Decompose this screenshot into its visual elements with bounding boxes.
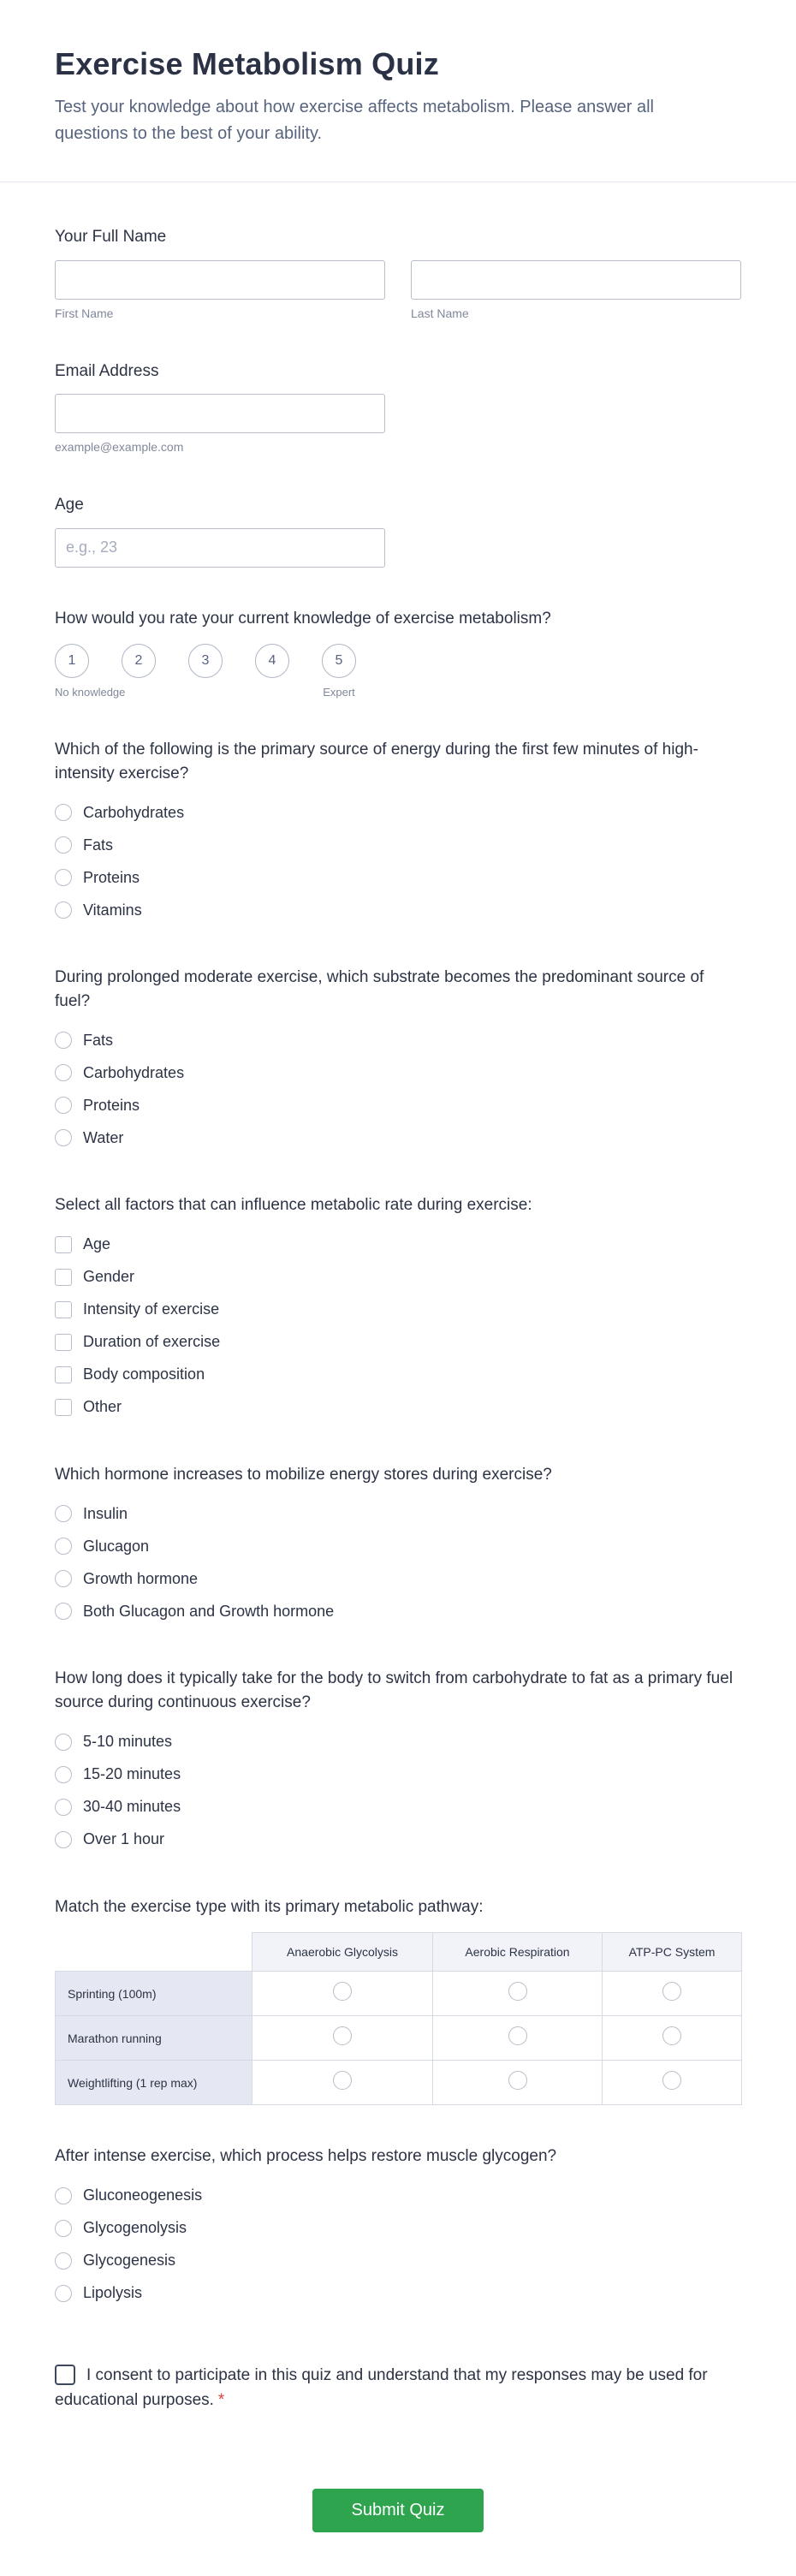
radio-button[interactable] (55, 2252, 72, 2270)
scale-question-label: How would you rate your current knowledge of exercise metabolism? (55, 609, 551, 628)
matrix-radio[interactable] (662, 2026, 681, 2045)
email-sublabel: example@example.com (55, 440, 184, 455)
radio-option[interactable] (55, 2212, 741, 2245)
option-label[interactable]: Water (83, 1128, 124, 1146)
matrix-radio[interactable] (662, 2071, 681, 2090)
option-label[interactable]: Glycogenesis (83, 2252, 176, 2270)
scale-min-label: No knowledge (55, 686, 126, 699)
question-metabolic-factors (55, 1193, 741, 1424)
option-label[interactable]: Gluconeogenesis (83, 2186, 203, 2204)
matrix-table (55, 1932, 742, 2105)
radio-option[interactable] (55, 1595, 741, 1627)
radio-button[interactable] (55, 1734, 72, 1751)
question-label: Which hormone increases to mobilize energy stores during exercise? (55, 1465, 552, 1484)
radio-option[interactable] (55, 1791, 741, 1823)
scale-circle-3[interactable]: 3 (188, 644, 223, 678)
radio-button[interactable] (55, 1831, 72, 1848)
option-label[interactable]: Glucagon (83, 1537, 150, 1555)
radio-button[interactable] (55, 901, 72, 919)
matrix-row-header: Weightlifting (1 rep max) (56, 2061, 252, 2105)
matrix-radio[interactable] (508, 1982, 527, 2001)
option-label[interactable]: Growth hormone (83, 1569, 199, 1587)
option-label[interactable]: Glycogenolysis (83, 2219, 187, 2237)
radio-option[interactable] (55, 829, 741, 861)
radio-option[interactable] (55, 1024, 741, 1056)
page-title: Exercise Metabolism Quiz (55, 46, 439, 81)
matrix-col-header: ATP-PC System (603, 1933, 742, 1972)
radio-option[interactable] (55, 1562, 741, 1595)
scale-circle-2[interactable]: 2 (122, 644, 156, 678)
scale-option-4 (255, 644, 289, 699)
option-label[interactable]: 5-10 minutes (83, 1733, 173, 1751)
required-asterisk: * (217, 2391, 225, 2410)
submit-button[interactable]: Submit Quiz (312, 2489, 484, 2532)
scale-option-3 (188, 644, 223, 699)
scale-circle-5[interactable]: 5 (322, 644, 356, 678)
question-label: How long does it typically take for the body to switch from carbohydrate to fat as a primary fuel source during continuous exercise? (55, 1669, 734, 1712)
radio-option[interactable] (55, 2277, 741, 2310)
radio-option[interactable] (55, 894, 741, 926)
field-knowledge-scale (55, 607, 741, 699)
radio-option[interactable] (55, 1089, 741, 1121)
checkbox-option[interactable] (55, 1391, 741, 1424)
option-label[interactable]: Insulin (83, 1504, 128, 1522)
radio-option[interactable] (55, 861, 741, 894)
option-label[interactable]: Age (83, 1235, 111, 1253)
radio-button[interactable] (55, 2220, 72, 2237)
consent-text: I consent to participate in this quiz and understand that my responses may be used for educational purposes. (55, 2365, 708, 2410)
matrix-row-header: Marathon running (56, 2016, 252, 2061)
option-label[interactable]: Gender (83, 1268, 135, 1286)
matrix-radio[interactable] (662, 1982, 681, 2001)
field-age (55, 493, 741, 568)
question-predominant-fuel (55, 966, 741, 1154)
scale-circle-1[interactable]: 1 (55, 644, 89, 678)
option-label[interactable]: Proteins (83, 868, 140, 886)
matrix-radio[interactable] (508, 2026, 527, 2045)
option-label[interactable]: Body composition (83, 1365, 205, 1383)
option-label[interactable]: Fats (83, 836, 114, 854)
form-body (55, 182, 741, 2532)
radio-button[interactable] (55, 2285, 72, 2302)
checkbox[interactable] (55, 1399, 72, 1416)
scale-option-2 (122, 644, 156, 699)
scale-circle-4[interactable]: 4 (255, 644, 289, 678)
option-label[interactable]: Fats (83, 1031, 114, 1049)
radio-button[interactable] (55, 1129, 72, 1146)
checkbox-option[interactable] (55, 1294, 741, 1326)
radio-option[interactable] (55, 1497, 741, 1530)
page-subtitle: Test your knowledge about how exercise affects metabolism. Please answer all questions to the best of your ability. (55, 98, 654, 143)
full-name-label: Your Full Name (55, 228, 167, 246)
radio-option[interactable] (55, 1530, 741, 1562)
matrix-radio[interactable] (508, 2071, 527, 2090)
option-label[interactable]: 15-20 minutes (83, 1765, 181, 1783)
scale-option-1 (55, 644, 126, 699)
submit-row (55, 2489, 741, 2532)
checkbox-option[interactable] (55, 1229, 741, 1261)
form-header (0, 0, 796, 182)
radio-button[interactable] (55, 1603, 72, 1620)
matrix-corner-cell (56, 1933, 252, 1972)
scale-max-label: Expert (323, 686, 355, 699)
email-label: Email Address (55, 361, 159, 380)
email-input[interactable] (55, 394, 385, 433)
radio-option[interactable] (55, 2245, 741, 2277)
option-label[interactable]: Both Glucagon and Growth hormone (83, 1602, 335, 1620)
radio-button[interactable] (55, 1097, 72, 1114)
radio-option[interactable] (55, 1056, 741, 1089)
age-label: Age (55, 496, 84, 515)
option-label[interactable]: Carbohydrates (83, 803, 185, 821)
radio-option[interactable] (55, 1726, 741, 1758)
checkbox[interactable] (55, 1269, 72, 1286)
question-label: Which of the following is the primary source of energy during the first few minutes of high-intensity exercise? (55, 741, 698, 782)
radio-button[interactable] (55, 804, 72, 821)
question-energy-source (55, 738, 741, 926)
field-full-name (55, 225, 741, 320)
matrix-radio[interactable] (333, 2026, 352, 2045)
consent-checkbox[interactable] (55, 2365, 75, 2385)
radio-option[interactable] (55, 1758, 741, 1791)
matrix-col-header: Aerobic Respiration (433, 1933, 603, 1972)
radio-button[interactable] (55, 2187, 72, 2204)
first-name-sublabel: First Name (55, 306, 114, 320)
radio-option[interactable] (55, 796, 741, 829)
radio-button[interactable] (55, 869, 72, 886)
radio-option[interactable] (55, 1121, 741, 1154)
last-name-sublabel: Last Name (411, 306, 469, 320)
question-label: Select all factors that can influence metabolic rate during exercise: (55, 1196, 532, 1215)
checkbox[interactable] (55, 1236, 72, 1253)
option-label[interactable]: Lipolysis (83, 2284, 143, 2302)
last-name-input[interactable] (411, 260, 741, 300)
radio-button[interactable] (55, 1538, 72, 1555)
checkbox[interactable] (55, 1334, 72, 1351)
checkbox-option[interactable] (55, 1261, 741, 1294)
radio-button[interactable] (55, 1799, 72, 1816)
radio-button[interactable] (55, 1505, 72, 1522)
option-label[interactable]: Duration of exercise (83, 1333, 221, 1351)
option-label[interactable]: Proteins (83, 1096, 140, 1114)
matrix-radio[interactable] (333, 2071, 352, 2090)
option-label[interactable]: Over 1 hour (83, 1830, 165, 1848)
first-name-input[interactable] (55, 260, 385, 300)
matrix-question-label: Match the exercise type with its primary metabolic pathway: (55, 1897, 484, 1916)
matrix-row-header: Sprinting (100m) (56, 1972, 252, 2016)
consent-field (55, 2363, 740, 2413)
checkbox-option[interactable] (55, 1359, 741, 1391)
question-glycogen (55, 2145, 741, 2310)
radio-option[interactable] (55, 2180, 741, 2212)
age-input[interactable] (55, 528, 385, 568)
radio-button[interactable] (55, 836, 72, 854)
option-label[interactable]: Intensity of exercise (83, 1300, 220, 1318)
option-label[interactable]: Other (83, 1398, 122, 1416)
question-switch-time (55, 1667, 741, 1855)
matrix-radio[interactable] (333, 1982, 352, 2001)
radio-option[interactable] (55, 1823, 741, 1856)
scale-option-5 (322, 644, 356, 699)
radio-button[interactable] (55, 1064, 72, 1081)
question-label: After intense exercise, which process helps restore muscle glycogen? (55, 2147, 557, 2166)
radio-button[interactable] (55, 1032, 72, 1049)
option-label[interactable]: 30-40 minutes (83, 1798, 181, 1816)
option-label[interactable]: Carbohydrates (83, 1063, 185, 1081)
matrix-row (56, 2016, 742, 2061)
radio-button[interactable] (55, 1766, 72, 1783)
question-label: During prolonged moderate exercise, which substrate becomes the predominant source of fuel? (55, 968, 704, 1010)
option-label[interactable]: Vitamins (83, 901, 142, 919)
matrix-col-header: Anaerobic Glycolysis (252, 1933, 433, 1972)
question-matrix (55, 1895, 741, 2106)
checkbox-option[interactable] (55, 1326, 741, 1359)
field-email (55, 360, 741, 455)
checkbox[interactable] (55, 1301, 72, 1318)
radio-button[interactable] (55, 1570, 72, 1587)
matrix-row (56, 1972, 742, 2016)
question-hormone (55, 1463, 741, 1628)
matrix-row (56, 2061, 742, 2105)
checkbox[interactable] (55, 1366, 72, 1383)
